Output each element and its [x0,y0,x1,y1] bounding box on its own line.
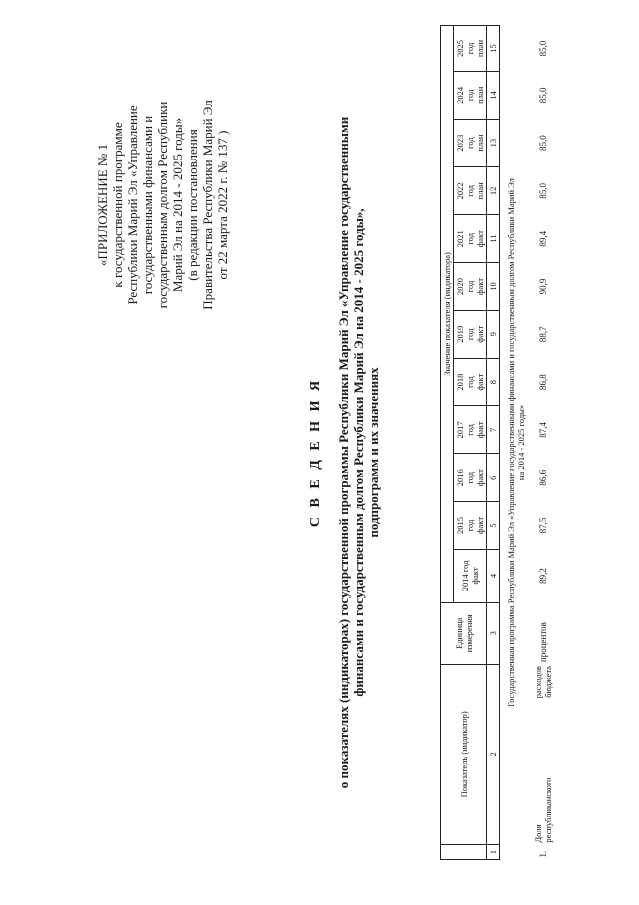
header-year-2022: 2022 год план [454,167,487,215]
header-row-top [441,26,454,860]
header-number-cell [441,845,487,860]
header-year-2017: 2017 год факт [454,406,487,454]
row-value-2021: 89,4 [538,230,548,247]
header-year-2024: 2024 год план [454,71,487,119]
col-number: 8 [487,358,500,406]
table-row [532,26,554,860]
program-note-line: Государственная программа Республики Марий Эл «Управление государственными финансами и государственным долгом Республики Марий Эл [506,178,516,707]
row-value-2015: 87,5 [538,517,548,534]
row-value-2020: 90,9 [538,278,548,295]
appendix-line: от 22 марта 2022 г. № 137 ) [215,130,230,280]
appendix-line: «ПРИЛОЖЕНИЕ № 1 [95,143,110,267]
header-year-2016: 2016 год факт [454,454,487,502]
row-number: 1. [538,850,548,858]
col-number: 6 [487,454,500,502]
col-number: 4 [487,549,500,602]
appendix-block [95,70,230,340]
subtitle-line: о показателях (индикаторах) государственной программы Республики Марий Эл «Управление государственными [336,116,351,789]
indicator-word: бюджета [543,666,553,698]
row-value-2022: 85,0 [538,183,548,199]
col-number: 1 [487,845,500,860]
indicators-table [440,25,554,860]
row-value-2018: 86,8 [538,374,548,390]
row-value-2014: 89,2 [538,568,548,584]
col-number: 5 [487,502,500,550]
subtitle-line: подпрограмм и их значениях [366,367,381,538]
subtitle-line: финансами и государственным долгом Республики Марий Эл на 2014 - 2025 годы», [351,208,366,697]
col-number: 13 [487,119,500,167]
col-number: 2 [487,664,500,845]
header-year-2019: 2019 год факт [454,310,487,358]
header-year-2018: 2018 год факт [454,358,487,406]
document-subtitle [336,0,381,905]
row-value-2017: 87,4 [538,422,548,438]
document-title: С В Е Д Е Н И Я [308,377,323,528]
row-unit: процентов [538,622,548,663]
appendix-line: государственными финансами и [140,115,155,295]
appendix-line: к государственной программе [110,122,125,288]
header-year-2021: 2021 год факт [454,215,487,263]
header-year-2025: 2025 год план [454,26,487,72]
col-number: 11 [487,215,500,263]
indicator-word: расходов [533,666,543,699]
program-note [500,26,533,860]
row-indicator-name [532,664,554,845]
col-number: 7 [487,406,500,454]
column-numbers-row [487,26,500,860]
row-value-2019: 88,7 [538,326,548,343]
appendix-line: Правительства Республики Марий Эл [200,100,215,310]
appendix-line: Республики Марий Эл «Управление [125,105,140,305]
appendix-line: государственным долгом Республики [155,101,170,309]
header-year-2023: 2023 год план [454,119,487,167]
header-year-2014: 2014 год факт [454,549,487,602]
header-year-2015: 2015 год факт [454,502,487,550]
header-unit: Единица измерения [441,602,487,664]
col-number: 3 [487,602,500,664]
appendix-line: Марий Эл на 2014 - 2025 годы» [170,117,185,293]
col-number: 14 [487,71,500,119]
program-note-line: на 2014 - 2025 годы» [516,404,526,481]
header-values-group: Значение показателя (индикатора) [441,26,454,603]
indicator-word: республиканского [543,777,553,843]
row-value-2023: 85,0 [538,135,548,151]
header-indicator: Показатель (индикатор) [441,664,487,845]
header-year-2020: 2020 год факт [454,263,487,311]
col-number: 9 [487,310,500,358]
row-value-2016: 86,6 [538,469,548,486]
col-number: 15 [487,26,500,72]
row-value-2025: 85,0 [538,40,548,57]
indicator-word: Доля [533,824,543,843]
col-number: 12 [487,167,500,215]
row-value-2024: 85,0 [538,87,548,104]
appendix-line: (в редакции постановления [185,129,200,281]
program-note-row [500,26,533,860]
col-number: 10 [487,263,500,311]
